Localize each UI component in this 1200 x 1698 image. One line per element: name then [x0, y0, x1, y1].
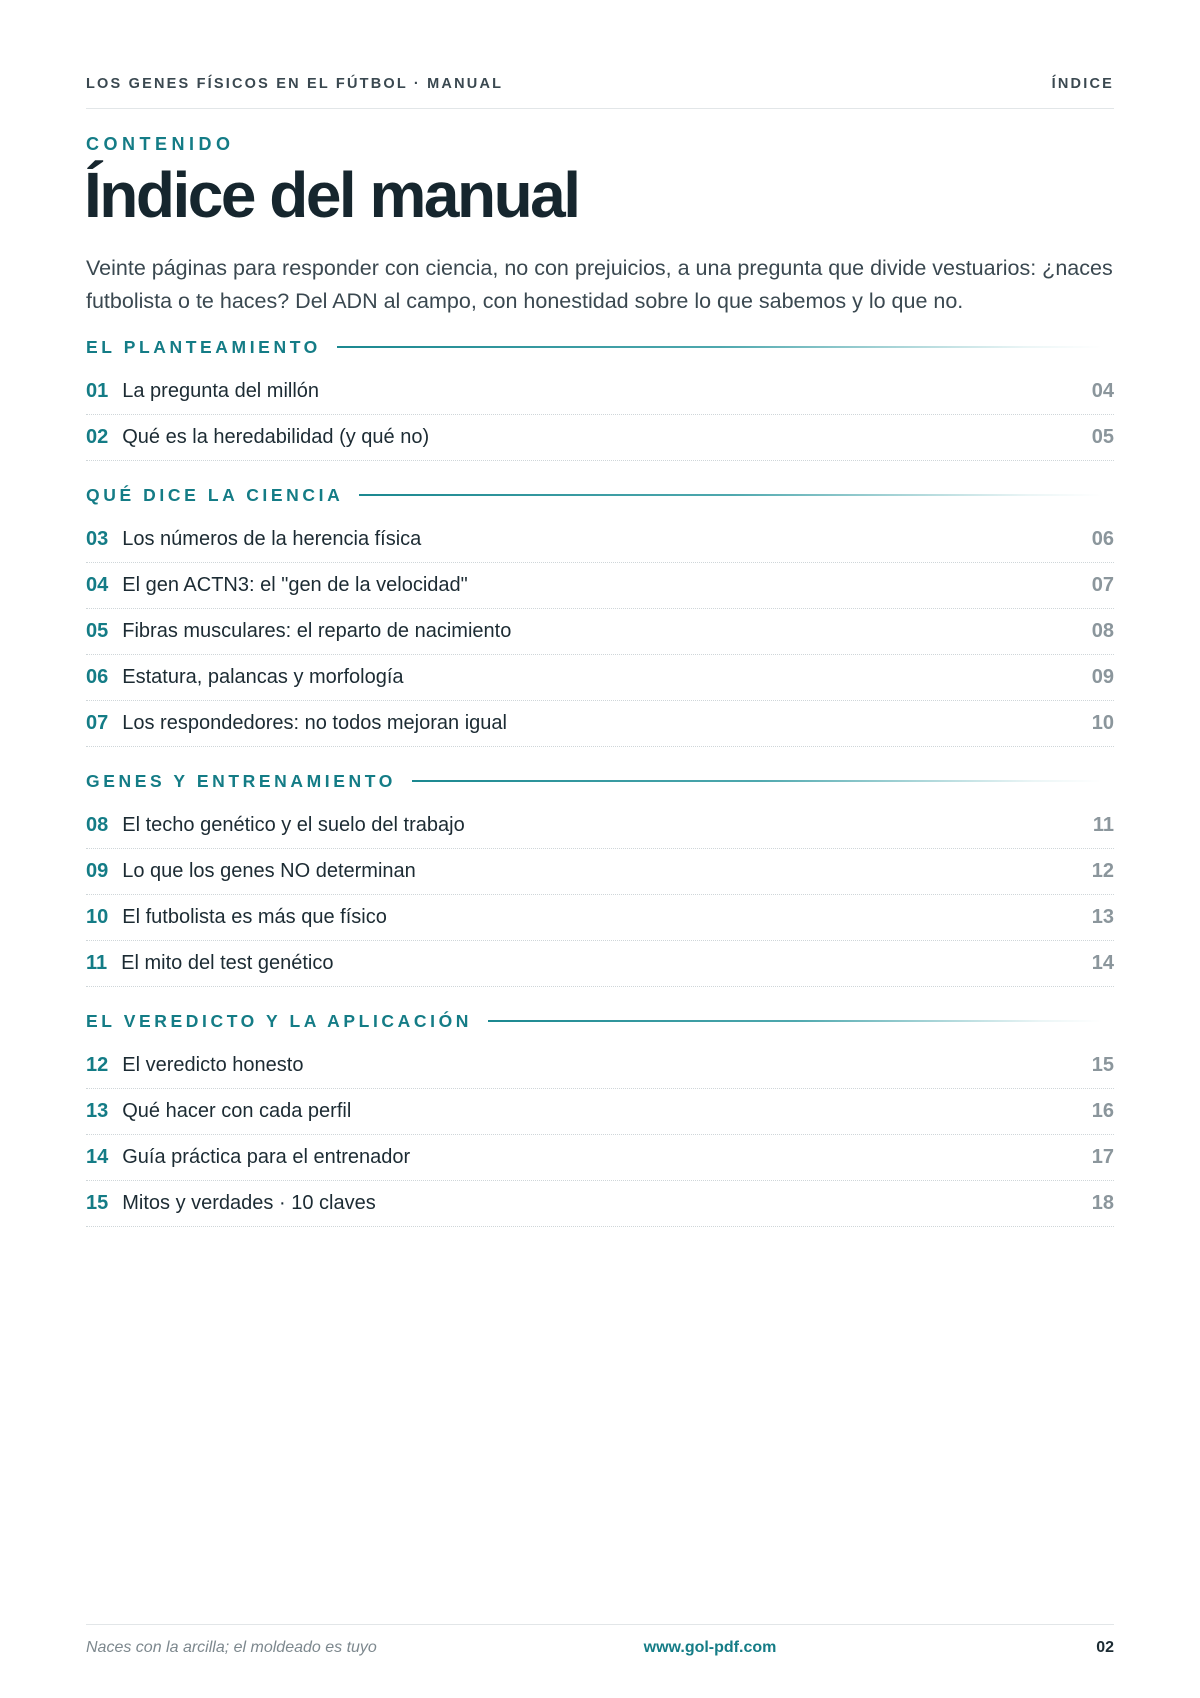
document-page: [86, 0, 1114, 1698]
toc-entry[interactable]: [86, 941, 1114, 987]
toc-entry[interactable]: [86, 1181, 1114, 1227]
entry-page-number: 17: [1091, 1146, 1114, 1168]
toc-section: [86, 1007, 1114, 1227]
section-heading: [86, 333, 1114, 361]
entry-title: El futbolista es más que físico: [122, 906, 387, 928]
footer-url-wrap: [86, 1639, 1114, 1657]
footer-tagline: Naces con la arcilla; el moldeado es tuyo: [86, 1639, 377, 1656]
entry-number: 14: [86, 1146, 109, 1168]
entry-page-number: 15: [1091, 1054, 1114, 1076]
header-section: ÍNDICE: [1051, 76, 1114, 92]
entry-number: 04: [86, 574, 109, 596]
footer-url[interactable]: www.gol-pdf.com: [643, 1639, 777, 1656]
eyebrow-label: CONTENIDO: [86, 134, 235, 154]
toc-entry[interactable]: [86, 655, 1114, 701]
intro-paragraph: Veinte páginas para responder con ciencia, no con prejuicios, a una pregunta que divide vestuarios: ¿naces futbolista o te haces? Del ADN al campo, con honestidad sobre lo que sabemos y lo que no.: [86, 256, 1113, 313]
running-header: [86, 76, 1114, 109]
toc-entry[interactable]: [86, 1089, 1114, 1135]
entry-page-number: 16: [1091, 1100, 1114, 1122]
toc-entry[interactable]: [86, 369, 1114, 415]
entry-title: La pregunta del millón: [122, 380, 320, 402]
entry-page-number: 11: [1092, 814, 1114, 836]
section-title: GENES Y ENTRENAMIENTO: [86, 770, 396, 791]
toc-entry[interactable]: [86, 609, 1114, 655]
header-title: LOS GENES FÍSICOS EN EL FÚTBOL · MANUAL: [86, 76, 504, 92]
entry-page-number: 09: [1091, 666, 1114, 688]
entry-title: El gen ACTN3: el "gen de la velocidad": [122, 574, 468, 596]
entry-title: Mitos y verdades · 10 claves: [122, 1192, 376, 1214]
entry-number: 10: [86, 906, 109, 928]
entry-title: El mito del test genético: [121, 952, 334, 974]
section-divider: [359, 494, 1102, 496]
toc-section: [86, 481, 1114, 747]
entry-page-number: 04: [1091, 380, 1114, 402]
entry-title: Los números de la herencia física: [122, 528, 422, 550]
toc-entry[interactable]: [86, 895, 1114, 941]
entry-page-number: 14: [1091, 952, 1114, 974]
section-heading: [86, 1007, 1114, 1035]
entry-page-number: 13: [1091, 906, 1114, 928]
entry-number: 15: [86, 1192, 109, 1214]
entry-number: 08: [86, 814, 109, 836]
section-title: QUÉ DICE LA CIENCIA: [86, 484, 344, 505]
toc-entry[interactable]: [86, 563, 1114, 609]
entry-title: Fibras musculares: el reparto de nacimiento: [122, 620, 512, 642]
toc-entry[interactable]: [86, 1043, 1114, 1089]
entry-number: 13: [86, 1100, 109, 1122]
entry-number: 02: [86, 426, 109, 448]
entry-number: 06: [86, 666, 109, 688]
entry-page-number: 06: [1091, 528, 1114, 550]
entry-title: El techo genético y el suelo del trabajo: [122, 814, 465, 836]
section-divider: [488, 1020, 1102, 1022]
entry-title: Guía práctica para el entrenador: [122, 1146, 411, 1168]
table-of-contents: [86, 333, 1114, 1247]
section-divider: [412, 780, 1102, 782]
page-title: Índice del manual: [84, 159, 579, 231]
entry-title: Qué hacer con cada perfil: [122, 1100, 352, 1122]
entry-title: Lo que los genes NO determinan: [122, 860, 416, 882]
toc-entry-list: [86, 369, 1114, 461]
entry-title: Estatura, palancas y morfología: [122, 666, 404, 688]
section-title: EL PLANTEAMIENTO: [86, 336, 321, 357]
toc-section: [86, 767, 1114, 987]
page-footer: [86, 1624, 1114, 1675]
entry-page-number: 18: [1091, 1192, 1114, 1214]
entry-page-number: 05: [1091, 426, 1114, 448]
entry-number: 11: [86, 952, 108, 974]
entry-page-number: 10: [1091, 712, 1114, 734]
page-number: 02: [1096, 1639, 1114, 1656]
section-title: EL VEREDICTO Y LA APLICACIÓN: [86, 1010, 473, 1031]
entry-title: El veredicto honesto: [122, 1054, 304, 1076]
toc-section: [86, 333, 1114, 461]
entry-page-number: 07: [1091, 574, 1114, 596]
toc-entry[interactable]: [86, 517, 1114, 563]
section-divider: [337, 346, 1102, 348]
entry-number: 03: [86, 528, 109, 550]
toc-entry-list: [86, 517, 1114, 747]
toc-entry-list: [86, 1043, 1114, 1227]
entry-number: 09: [86, 860, 109, 882]
entry-number: 12: [86, 1054, 109, 1076]
entry-number: 01: [86, 380, 109, 402]
section-heading: [86, 767, 1114, 795]
section-heading: [86, 481, 1114, 509]
entry-page-number: 08: [1091, 620, 1114, 642]
toc-entry[interactable]: [86, 701, 1114, 747]
toc-entry-list: [86, 803, 1114, 987]
entry-title: Los respondedores: no todos mejoran igual: [122, 712, 507, 734]
toc-entry[interactable]: [86, 415, 1114, 461]
entry-title: Qué es la heredabilidad (y qué no): [122, 426, 430, 448]
entry-number: 07: [86, 712, 109, 734]
toc-entry[interactable]: [86, 803, 1114, 849]
entry-number: 05: [86, 620, 109, 642]
toc-entry[interactable]: [86, 1135, 1114, 1181]
entry-page-number: 12: [1091, 860, 1114, 882]
toc-entry[interactable]: [86, 849, 1114, 895]
